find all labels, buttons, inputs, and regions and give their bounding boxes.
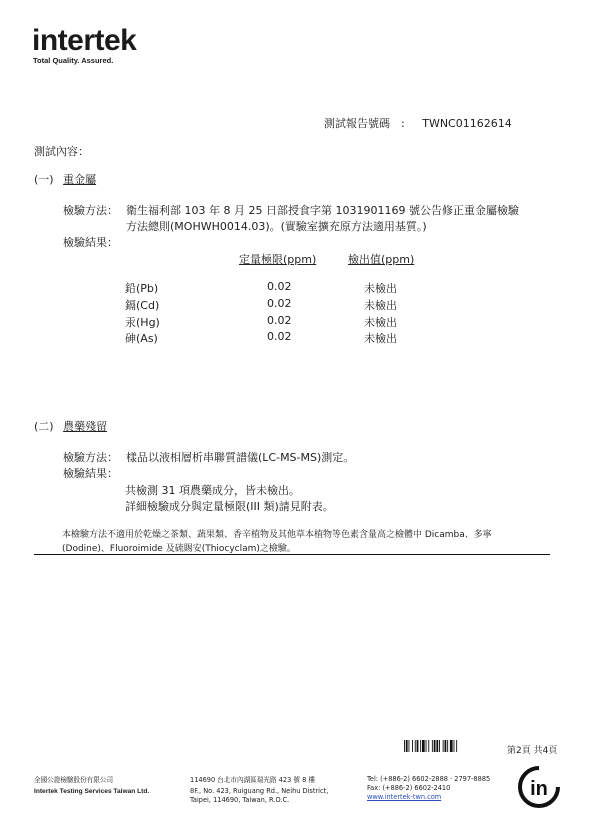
section-divider: [34, 554, 550, 555]
col-header-detected: 檢出值(ppm): [348, 253, 415, 266]
report-number-label: 測試報告號碼 :: [324, 117, 405, 130]
phone: Tel: (+886-2) 6602-2888 · 2797-8885: [367, 775, 491, 783]
section2-result-label: 檢驗結果：: [63, 467, 118, 480]
metal-result: 未檢出: [364, 299, 397, 312]
badge-text: in: [530, 778, 548, 800]
footer-company: [34, 776, 149, 796]
section1-result-label: 檢驗結果：: [63, 236, 118, 249]
address-en-line1: 8F., No. 423, Ruiguang Rd., Neihu District,: [190, 787, 329, 795]
metal-result: 未檢出: [364, 332, 397, 345]
section1-number: (一): [34, 173, 54, 186]
method-note: [62, 528, 542, 556]
section2-result-line1: 共檢測 31 項農藥成分，皆未檢出。: [125, 484, 300, 497]
address-zh: 114690 台北市內湖區瑞光路 423 號 8 樓: [190, 776, 315, 784]
metal-loq: 0.02: [267, 330, 292, 343]
section2-heading: [34, 418, 107, 434]
metal-result: 未檢出: [364, 316, 397, 329]
section2-method: 樣品以液相層析串聯質譜儀(LC-MS-MS)測定。: [126, 451, 355, 464]
intertek-badge-logo: [517, 765, 561, 809]
section2-number: (二): [34, 420, 54, 433]
section2-title: 農藥殘留: [63, 420, 108, 433]
method-note-line2: (Dodine)、Fluoroimide 及硫賜安(Thiocyclam)之檢驗。: [62, 544, 296, 554]
metal-result: 未檢出: [364, 282, 397, 295]
footer-contact: [367, 775, 490, 802]
metal-name: 汞(Hg): [125, 316, 160, 329]
section2-method-label: 檢驗方法：: [63, 451, 118, 464]
section1-method-line2: 方法總則(MOHWH0014.03)。(實驗室擴充原方法適用基質。): [126, 220, 427, 233]
logo-tagline: Total Quality. Assured.: [33, 56, 114, 65]
section1-method-label: 檢驗方法：: [63, 204, 118, 217]
address-en-line2: Taipei, 114690, Taiwan, R.O.C.: [190, 796, 290, 804]
metal-loq: 0.02: [267, 280, 292, 293]
metal-loq: 0.02: [267, 314, 292, 327]
intertek-logo: intertek: [32, 24, 137, 57]
website-link[interactable]: www.intertek-twn.com: [367, 793, 442, 801]
barcode: [404, 740, 500, 752]
method-note-line1: 本檢驗方法不適用於乾燥之茶類、蔬果類、香辛植物及其他草本植物等色素含量高之檢體中 Dicamba、多寧: [62, 530, 492, 540]
section1-heading: [34, 171, 96, 187]
report-number-value: TWNC01162614: [422, 117, 512, 130]
test-items-label: 測試內容：: [34, 145, 89, 158]
report-number: [324, 115, 512, 131]
section1-title: 重金屬: [63, 173, 97, 186]
company-name-zh: 全國公證檢驗股份有限公司: [34, 776, 114, 784]
metal-loq: 0.02: [267, 297, 292, 310]
section1-method-line1: 衛生福利部 103 年 8 月 25 日部授食字第 1031901169 號公告修正重金屬檢驗: [126, 204, 519, 217]
metal-name: 鉛(Pb): [125, 282, 159, 295]
page-info: 第2頁 共4頁: [507, 746, 558, 756]
metal-name: 砷(As): [125, 332, 158, 345]
section2-result-line2: 詳細檢驗成分與定量極限(III 類)請見附表。: [125, 500, 334, 513]
footer-address: [190, 776, 328, 805]
fax: Fax: (+886-2) 6602-2410: [367, 784, 451, 792]
company-name-en: Intertek Testing Services Taiwan Ltd.: [34, 788, 150, 795]
col-header-loq: 定量極限(ppm): [239, 253, 317, 266]
metal-name: 鎘(Cd): [125, 299, 160, 312]
